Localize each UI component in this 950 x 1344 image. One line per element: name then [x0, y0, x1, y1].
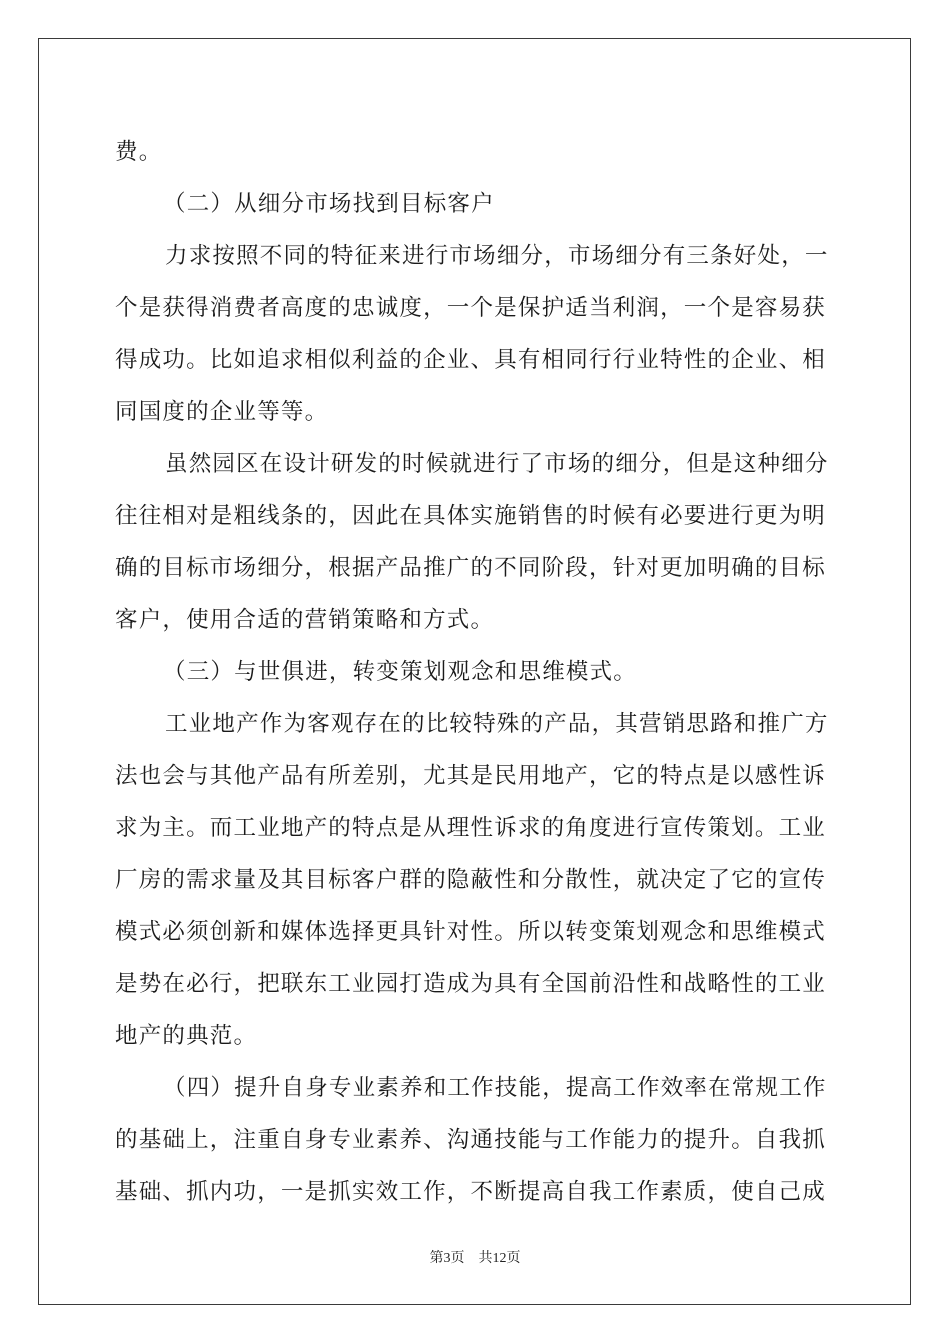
text-line: 工业地产作为客观存在的比较特殊的产品，其营销思路和推广方	[165, 711, 829, 737]
page-number: 第3页	[429, 1251, 465, 1266]
document-body	[115, 126, 835, 1218]
page-total: 共12页	[478, 1251, 521, 1266]
text-line: 同国度的企业等等。	[115, 399, 329, 425]
text-line: 得成功。比如追求相似利益的企业、具有相同行行业特性的企业、相	[115, 347, 827, 373]
text-line: 的基础上，注重自身专业素养、沟通技能与工作能力的提升。自我抓	[115, 1127, 827, 1153]
text-line: 地产的典范。	[115, 1023, 258, 1049]
text-line: 是势在必行，把联东工业园打造成为具有全国前沿性和战略性的工业	[115, 971, 827, 997]
text-line: 确的目标市场细分，根据产品推广的不同阶段，针对更加明确的目标	[115, 555, 827, 581]
text-line: 往往相对是粗线条的，因此在具体实施销售的时候有必要进行更为明	[115, 503, 827, 529]
text-line: 力求按照不同的特征来进行市场细分，市场细分有三条好处，一	[165, 243, 829, 269]
text-line: 法也会与其他产品有所差别，尤其是民用地产，它的特点是以感性诉	[115, 763, 827, 789]
page-footer	[0, 1247, 950, 1267]
text-line: 个是获得消费者高度的忠诚度，一个是保护适当利润，一个是容易获	[115, 295, 827, 321]
section-heading: （三）与世俱进，转变策划观念和思维模式。	[163, 659, 638, 685]
text-line: 厂房的需求量及其目标客户群的隐蔽性和分散性，就决定了它的宣传	[115, 867, 827, 893]
section-heading: （二）从细分市场找到目标客户	[163, 191, 495, 217]
text-line: 客户，使用合适的营销策略和方式。	[115, 607, 495, 633]
text-line: 基础、抓内功，一是抓实效工作，不断提高自我工作素质，使自己成	[115, 1179, 827, 1205]
section-heading: （四）提升自身专业素养和工作技能，提高工作效率在常规工作	[163, 1075, 827, 1101]
text-line: 费。	[115, 139, 163, 165]
text-line: 求为主。而工业地产的特点是从理性诉求的角度进行宣传策划。工业	[115, 815, 827, 841]
text-line: 虽然园区在设计研发的时候就进行了市场的细分，但是这种细分	[165, 451, 829, 477]
text-line: 模式必须创新和媒体选择更具针对性。所以转变策划观念和思维模式	[115, 919, 827, 945]
